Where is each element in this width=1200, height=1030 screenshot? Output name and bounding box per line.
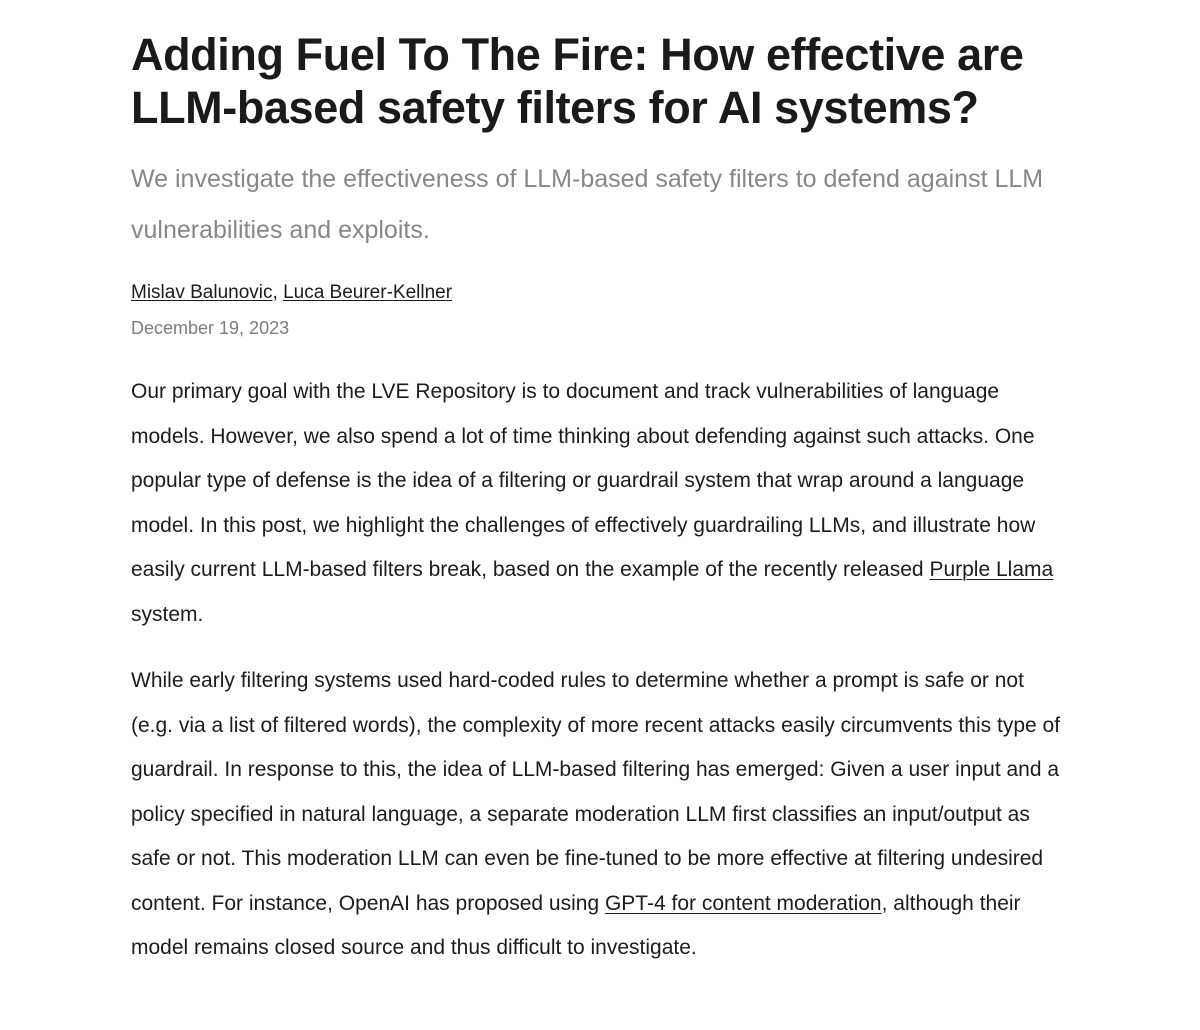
article-subtitle: We investigate the effectiveness of LLM-based safety filters to defend against LLM vulnerabilities and exploits.	[131, 165, 1044, 244]
gpt4-content-moderation-link[interactable]: GPT-4 for content moderation	[604, 891, 882, 915]
article-title: Adding Fuel To The Fire: How effective are LLM-based safety filters for AI systems?	[131, 29, 1024, 133]
author-separator: ,	[272, 282, 284, 303]
filtering-paragraph	[131, 659, 1061, 971]
filtering-paragraph-tail: , although their model remains closed source and thus difficult to investigate.	[131, 891, 1021, 959]
article	[131, 0, 1061, 971]
author-link-luca-beurer-kellner[interactable]: Luca Beurer-Kellner	[283, 282, 453, 303]
author-link-mislav-balunovic[interactable]: Mislav Balunovic	[131, 282, 273, 303]
purple-llama-link[interactable]: Purple Llama	[929, 558, 1054, 581]
intro-paragraph-tail: system.	[131, 602, 204, 626]
filtering-paragraph-text: While early filtering systems used hard-coded rules to determine whether a prompt is safe or not (e.g. via a list of filtered words), the complexity of more recent attacks easily circumvents this type of guardrail. In response to this, the idea of LLM-based filtering has emerged: Given a user input and a policy specified in natural language, a separate moderation LLM first classifies an input/output as safe or not. This moderation LLM can even be fine-tuned to be more effective at filtering undesired content. For instance, OpenAI has proposed using	[131, 669, 1061, 915]
intro-paragraph-text: Our primary goal with the LVE Repository is to document and track vulnerabilities of language models. However, we also spend a lot of time thinking about defending against such attacks. One popular type of defense is the idea of a filtering or guardrail system that wrap around a language model. In this post, we highlight the challenges of effectively guardrailing LLMs, and illustrate how easily current LLM-based filters break, based on the example of the recently released	[131, 380, 1036, 581]
publish-date: December 19, 2023	[131, 318, 290, 338]
author-list	[131, 280, 1061, 306]
intro-paragraph	[131, 370, 1061, 637]
